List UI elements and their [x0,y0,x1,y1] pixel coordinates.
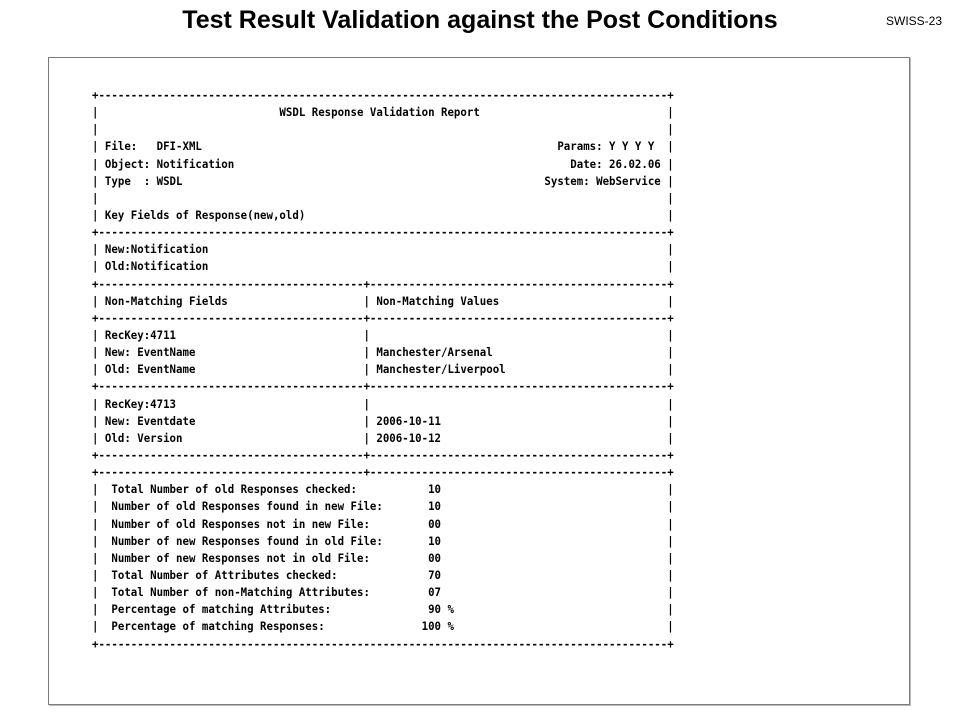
report-line: | RecKey:4711 | | [92,327,674,342]
report-line: | Number of old Responses found in new File: 10 | [92,499,674,514]
slide-title: Test Result Validation against the Post Conditions [182,6,778,34]
report-line: | Total Number of old Responses checked: 10 | [92,482,674,497]
report-line: | Key Fields of Response(new,old) | [92,207,674,222]
report-line: | Non-Matching Fields | Non-Matching Values | [92,293,674,308]
report-line: +-----------------------------------------+----------------------------------------------+ [92,465,674,480]
report-line: +-----------------------------------------+----------------------------------------------+ [92,379,674,394]
report-line: | Type : WSDL System: WebService | [92,173,674,188]
report-line: | Object: Notification Date: 26.02.06 | [92,156,674,171]
slide-id: SWISS-23 [885,14,942,28]
report-line: | | [92,122,674,137]
report-line: | RecKey:4713 | | [92,396,674,411]
report-line: | Percentage of matching Responses: 100 % | [92,619,674,634]
report-line: | New:Notification | [92,242,674,257]
report-line: +----------------------------------------------------------------------------------------+ [92,88,674,102]
report-line: +----------------------------------------------------------------------------------------+ [92,225,674,240]
report-line: | WSDL Response Validation Report | [92,105,674,120]
report-line: | Number of old Responses not in new File: 00 | [92,516,674,531]
report-line: +-----------------------------------------+----------------------------------------------+ [92,276,674,291]
validation-report [92,87,674,653]
report-line: +-----------------------------------------+----------------------------------------------+ [92,310,674,325]
report-line: | Total Number of Attributes checked: 70 | [92,567,674,582]
report-line: +-----------------------------------------+----------------------------------------------+ [92,447,674,462]
report-line: | Total Number of non-Matching Attributes: 07 | [92,585,674,600]
report-line: | Percentage of matching Attributes: 90 % | [92,602,674,617]
report-line: | Old:Notification | [92,259,674,274]
report-line: +----------------------------------------------------------------------------------------+ [92,636,674,651]
report-line: | | [92,190,674,205]
report-line: | New: EventName | Manchester/Arsenal | [92,345,674,360]
report-line: | Old: Version | 2006-10-12 | [92,430,674,445]
report-line: | Number of new Responses found in old File: 10 | [92,533,674,548]
report-line: | New: Eventdate | 2006-10-11 | [92,413,674,428]
report-line: | File: DFI-XML Params: Y Y Y Y | [92,139,674,154]
report-line: | Number of new Responses not in old File: 00 | [92,550,674,565]
report-line: | Old: EventName | Manchester/Liverpool | [92,362,674,377]
